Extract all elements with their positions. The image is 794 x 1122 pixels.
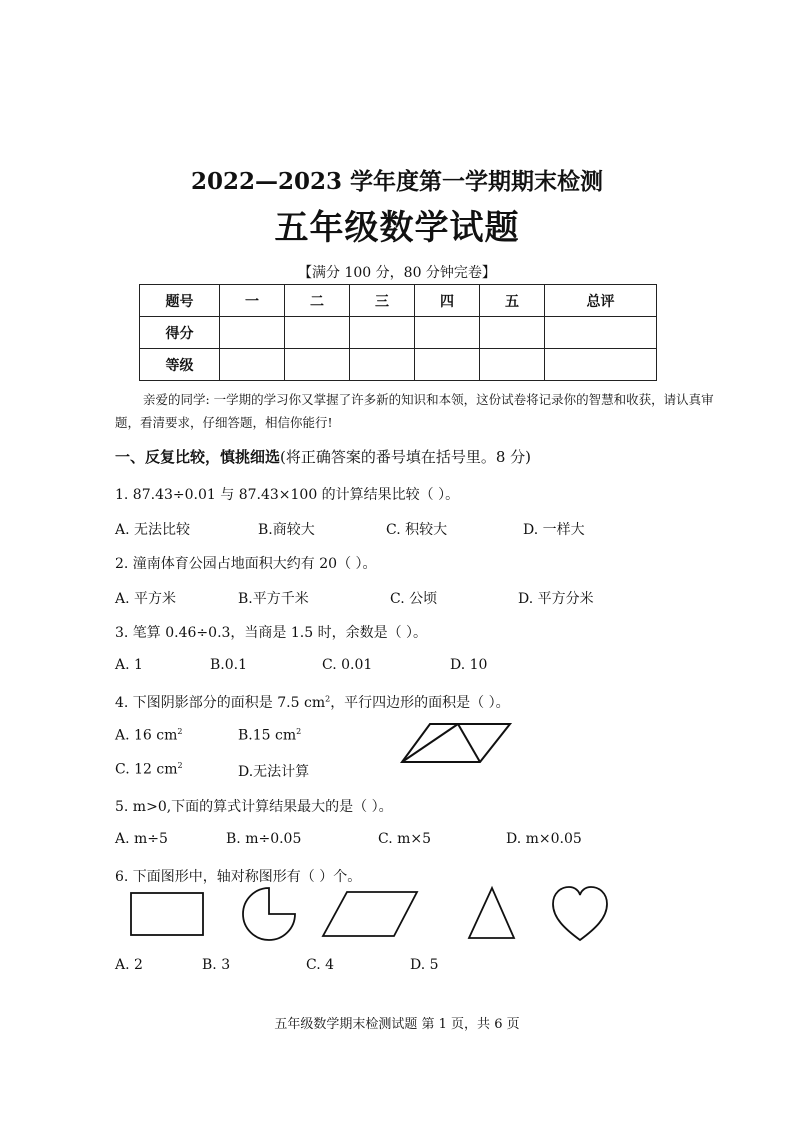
score-col-header: 总评 bbox=[545, 285, 657, 317]
score-table-row bbox=[140, 317, 657, 349]
q3-option-d[interactable]: D. 10 bbox=[450, 657, 488, 673]
shapes-figure bbox=[125, 884, 625, 944]
score-cell[interactable] bbox=[545, 317, 657, 349]
score-col-header: 五 bbox=[480, 285, 545, 317]
parallelogram-figure bbox=[400, 720, 515, 768]
score-cell[interactable] bbox=[285, 349, 350, 381]
score-cell[interactable] bbox=[415, 317, 480, 349]
q6-option-b[interactable]: B. 3 bbox=[202, 957, 231, 973]
q3-option-b[interactable]: B.0.1 bbox=[210, 657, 248, 673]
q4-option-b-label: B.15 cm bbox=[238, 727, 297, 744]
score-col-header: 一 bbox=[220, 285, 285, 317]
score-col-header: 二 bbox=[285, 285, 350, 317]
section-1-instruction: (将正确答案的番号填在括号里。8 分) bbox=[280, 448, 532, 466]
score-cell[interactable] bbox=[350, 349, 415, 381]
score-col-header: 题号 bbox=[140, 285, 220, 317]
parallelogram-outline bbox=[402, 724, 510, 762]
q1-option-b[interactable]: B.商较大 bbox=[258, 522, 315, 538]
q1-option-d[interactable]: D. 一样大 bbox=[523, 522, 585, 538]
page-footer: 五年级数学期末检测试题 第 1 页，共 6 页 bbox=[274, 1017, 520, 1032]
q4-text-b: ，平行四边形的面积是（ ）。 bbox=[330, 695, 510, 711]
q4-option-c[interactable] bbox=[115, 761, 183, 778]
score-cell[interactable] bbox=[480, 349, 545, 381]
q6-option-d[interactable]: D. 5 bbox=[410, 957, 439, 973]
score-cell[interactable] bbox=[350, 317, 415, 349]
question-6: 6. 下面图形中，轴对称图形有（ ）个。 bbox=[115, 869, 362, 885]
triangle-edge-left bbox=[402, 724, 458, 762]
section-1-title: 一、反复比较，慎挑细选 bbox=[115, 448, 281, 466]
section-1-heading bbox=[115, 446, 531, 467]
q4-option-d[interactable]: D.无法计算 bbox=[238, 764, 310, 780]
q5-option-b[interactable]: B. m÷0.05 bbox=[226, 831, 302, 847]
exam-subject-title: 五年级数学试题 bbox=[274, 208, 520, 248]
score-row-header: 得分 bbox=[140, 317, 220, 349]
q1-option-a[interactable]: A. 无法比较 bbox=[115, 522, 191, 538]
q2-option-c[interactable]: C. 公顷 bbox=[390, 591, 438, 607]
score-table-row bbox=[140, 349, 657, 381]
q4-option-a-label: A. 16 cm bbox=[115, 727, 178, 744]
score-row-header: 等级 bbox=[140, 349, 220, 381]
question-2: 2. 潼南体育公园占地面积大约有 20（ ）。 bbox=[115, 556, 377, 572]
score-cell[interactable] bbox=[220, 349, 285, 381]
q4-option-b[interactable] bbox=[238, 727, 301, 744]
score-table bbox=[139, 284, 657, 381]
q4-option-a-sup: 2 bbox=[177, 727, 183, 736]
exam-year-title: 2022—2023 学年度第一学期期末检测 bbox=[190, 168, 604, 195]
q4-unit-sup: 2 bbox=[325, 694, 331, 704]
q3-option-a[interactable]: A. 1 bbox=[115, 657, 143, 673]
parallelogram-shape bbox=[323, 892, 417, 936]
q6-option-a[interactable]: A. 2 bbox=[115, 957, 143, 973]
exam-note: 【满分 100 分，80 分钟完卷】 bbox=[298, 265, 496, 281]
q2-option-b[interactable]: B.平方千米 bbox=[238, 591, 309, 607]
q5-option-a[interactable]: A. m÷5 bbox=[115, 831, 168, 847]
question-4 bbox=[115, 692, 510, 712]
q4-option-b-sup: 2 bbox=[296, 727, 302, 736]
q5-option-d[interactable]: D. m×0.05 bbox=[506, 831, 582, 847]
triangle-shape bbox=[469, 888, 514, 938]
score-col-header: 三 bbox=[350, 285, 415, 317]
heart-shape bbox=[553, 887, 607, 940]
q3-option-c[interactable]: C. 0.01 bbox=[322, 657, 373, 673]
score-table-header-row bbox=[140, 285, 657, 317]
q5-option-c[interactable]: C. m×5 bbox=[378, 831, 432, 847]
q2-option-a[interactable]: A. 平方米 bbox=[115, 591, 177, 607]
question-3: 3. 笔算 0.46÷0.3，当商是 1.5 时，余数是（ ）。 bbox=[115, 625, 428, 641]
score-cell[interactable] bbox=[480, 317, 545, 349]
triangle-edge-right bbox=[458, 724, 480, 762]
score-col-header: 四 bbox=[415, 285, 480, 317]
q1-option-c[interactable]: C. 积较大 bbox=[386, 522, 448, 538]
q2-option-d[interactable]: D. 平方分米 bbox=[518, 591, 594, 607]
question-1: 1. 87.43÷0.01 与 87.43×100 的计算结果比较（ ）。 bbox=[115, 487, 460, 503]
score-cell[interactable] bbox=[415, 349, 480, 381]
rectangle-shape bbox=[131, 893, 203, 935]
q6-option-c[interactable]: C. 4 bbox=[306, 957, 335, 973]
three-quarter-circle-shape bbox=[243, 888, 295, 940]
score-cell[interactable] bbox=[220, 317, 285, 349]
q4-text-a: 4. 下图阴影部分的面积是 7.5 cm bbox=[115, 695, 326, 711]
score-cell[interactable] bbox=[285, 317, 350, 349]
q4-option-c-sup: 2 bbox=[177, 761, 183, 770]
score-cell[interactable] bbox=[545, 349, 657, 381]
question-5: 5. m>0,下面的算式计算结果最大的是（ ）。 bbox=[115, 799, 393, 815]
q4-option-c-label: C. 12 cm bbox=[115, 761, 178, 778]
q4-option-a[interactable] bbox=[115, 727, 183, 744]
intro-paragraph: 亲爱的同学: 一学期的学习你又掌握了许多新的知识和本领，这份试卷将记录你的智慧和收获，请认真审题，看清要求，仔细答题，相信你能行! bbox=[115, 392, 714, 430]
